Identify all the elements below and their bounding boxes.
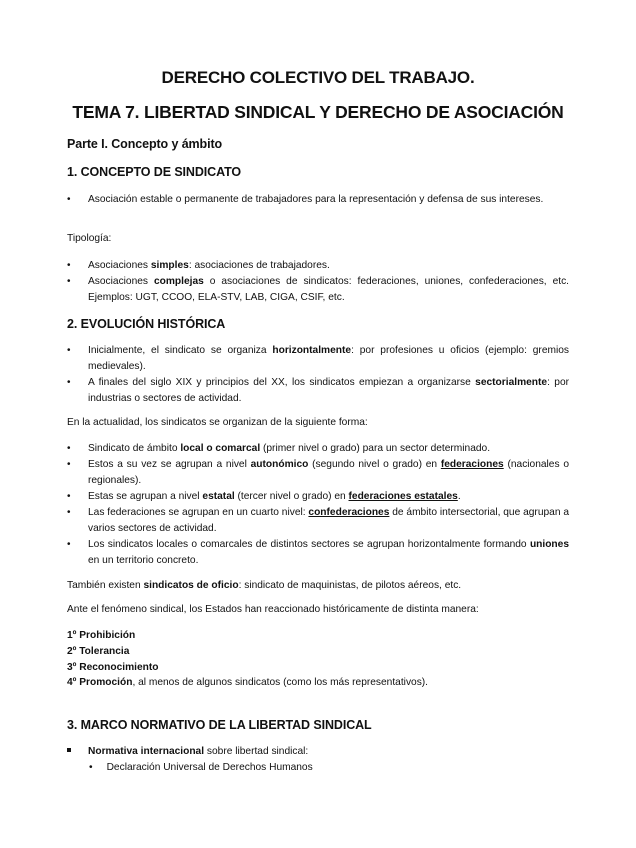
list-item: • Estas se agrupan a nivel estatal (tercer nivel o grado) en federaciones estatales. xyxy=(67,489,569,505)
stage-promocion: 4º Promoción, al menos de algunos sindicatos (como los más representativos). xyxy=(67,677,429,689)
list-item: • Estos a su vez se agrupan a nivel autonómico (segundo nivel o grado) en federaciones (nacionales o regionales). xyxy=(67,459,569,486)
list-item: • Sindicato de ámbito local o comarcal (primer nivel o grado) para un sector determinado. xyxy=(67,441,569,457)
normativa-item: Normativa internacional sobre libertad sindical: xyxy=(67,744,569,760)
list-item: • Los sindicatos locales o comarcales de distintos sectores se agrupan horizontalmente formando uniones en un territorio concreto. xyxy=(67,539,569,566)
list-item: • Inicialmente, el sindicato se organiza horizontalmente: por profesiones u oficios (ejemplo: gremios medievales). xyxy=(67,345,569,372)
bullet-icon: • xyxy=(67,260,71,271)
part-heading: Parte I. Concepto y ámbito xyxy=(67,137,223,151)
section-heading-marco: 3. MARCO NORMATIVO DE LA LIBERTAD SINDICAL xyxy=(67,718,372,732)
bullet-icon: • xyxy=(67,459,71,470)
list-item: • Asociaciones complejas o asociaciones de sindicatos: federaciones, uniones, confederaciones, etc. Ejemplos: UGT, CCOO, ELA-STV, LAB, CIGA, CSIF, etc. xyxy=(67,276,569,303)
bullet-icon: • xyxy=(67,443,71,454)
bullet-icon: • xyxy=(67,507,71,518)
list-item: • A finales del siglo XIX y principios del XX, los sindicatos empiezan a organizarse sectorialmente: por industrias o sectores de actividad. xyxy=(67,377,570,404)
tipologia-list xyxy=(67,258,569,306)
list-item: • Las federaciones se agrupan en un cuarto nivel: confederaciones de ámbito intersectorial, que agrupan a varios sectores de actividad. xyxy=(67,507,569,534)
list-item: • Asociaciones simples: asociaciones de trabajadores. xyxy=(67,258,569,274)
list-item: • Asociación estable o permanente de trabajadores para la representación y defensa de sus intereses. xyxy=(67,192,569,208)
topic-title: TEMA 7. LIBERTAD SINDICAL Y DERECHO DE ASOCIACIÓN xyxy=(72,102,564,122)
evolucion-list xyxy=(67,343,569,407)
section-heading-evolucion: 2. EVOLUCIÓN HISTÓRICA xyxy=(67,317,226,331)
normativa-sub-item: • Declaración Universal de Derechos Humanos xyxy=(89,762,313,773)
stage-prohibicion: 1º Prohibición xyxy=(67,630,136,641)
square-bullet-icon xyxy=(67,748,71,752)
stage-tolerancia: 2º Tolerancia xyxy=(67,645,130,657)
bullet-icon: • xyxy=(67,377,71,388)
bullet-icon: • xyxy=(67,345,71,356)
section-heading-concepto: 1. CONCEPTO DE SINDICATO xyxy=(67,165,242,179)
bullet-icon: • xyxy=(67,491,71,502)
sindicatos-oficio-paragraph: También existen sindicatos de oficio: sindicato de maquinistas, de pilotos aéreos, etc. xyxy=(67,580,462,591)
estados-stages xyxy=(67,628,428,691)
definition-list xyxy=(67,192,569,208)
bullet-icon: • xyxy=(67,276,71,287)
stage-reconocimiento: 3º Reconocimiento xyxy=(67,661,159,673)
estados-intro: Ante el fenómeno sindical, los Estados han reaccionado históricamente de distinta manera: xyxy=(67,604,479,615)
bullet-icon: • xyxy=(67,194,71,205)
bullet-icon: • xyxy=(89,762,93,773)
tipologia-label: Tipología: xyxy=(67,233,112,244)
document-title: DERECHO COLECTIVO DEL TRABAJO. xyxy=(161,68,475,87)
organizacion-intro: En la actualidad, los sindicatos se organizan de la siguiente forma: xyxy=(67,417,368,428)
bullet-icon: • xyxy=(67,539,71,550)
niveles-list xyxy=(67,441,569,569)
